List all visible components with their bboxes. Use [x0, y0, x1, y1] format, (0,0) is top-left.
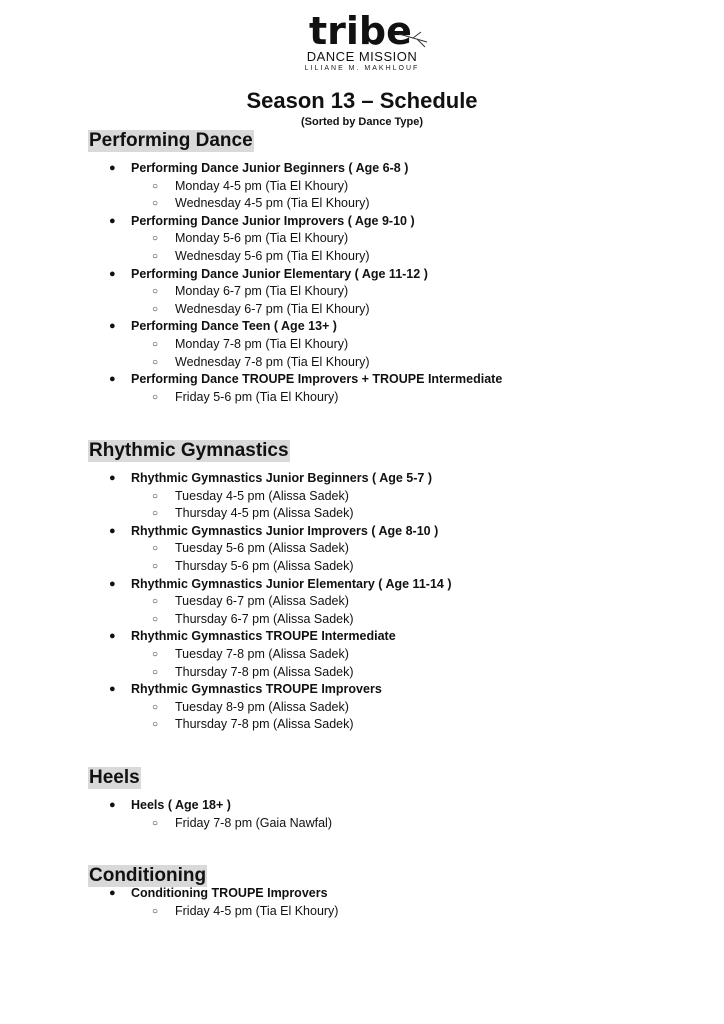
- class-name: Rhythmic Gymnastics Junior Elementary ( Age 11-14 ): [131, 576, 452, 591]
- circle-icon: ○: [152, 701, 159, 713]
- time-text: Friday 5-6 pm (Tia El Khoury): [175, 389, 339, 404]
- bullet-icon: ●: [109, 472, 116, 484]
- time-text: Monday 7-8 pm (Tia El Khoury): [175, 336, 349, 351]
- time-item: [88, 178, 688, 196]
- class-name: Performing Dance Junior Beginners ( Age 6-8 ): [131, 161, 409, 175]
- time-text: Monday 4-5 pm (Tia El Khoury): [175, 178, 349, 193]
- class-item: [88, 266, 688, 319]
- time-item: [88, 815, 688, 833]
- section-heading: Performing Dance: [89, 130, 253, 151]
- time-text: Tuesday 5-6 pm (Alissa Sadek): [175, 541, 349, 556]
- circle-icon: ○: [152, 817, 159, 829]
- time-text: Thursday 6-7 pm (Alissa Sadek): [175, 611, 354, 626]
- class-item: [88, 318, 688, 371]
- class-item: [88, 576, 688, 629]
- circle-icon: ○: [152, 613, 159, 625]
- section-heels: [88, 767, 688, 832]
- time-text: Thursday 4-5 pm (Alissa Sadek): [175, 506, 354, 521]
- time-item: [88, 699, 688, 717]
- section-performing-dance: [88, 130, 688, 406]
- class-item: [88, 523, 688, 576]
- brand-logo: [0, 12, 724, 74]
- time-item: [88, 336, 688, 354]
- circle-icon: ○: [152, 391, 159, 403]
- class-item: [88, 885, 688, 920]
- time-item: [88, 354, 688, 372]
- time-text: Wednesday 7-8 pm (Tia El Khoury): [175, 354, 370, 369]
- class-item: [88, 371, 688, 406]
- logo-line1: DANCE MISSION: [306, 49, 418, 64]
- logo-wordmark: tribe: [309, 12, 412, 52]
- section-heading: Conditioning: [89, 865, 207, 886]
- class-name: Rhythmic Gymnastics Junior Improvers ( Age 8-10 ): [131, 523, 439, 538]
- circle-icon: ○: [152, 180, 159, 192]
- bullet-icon: ●: [109, 373, 116, 386]
- page-subtitle: (Sorted by Dance Type): [300, 116, 424, 128]
- bullet-icon: ●: [109, 683, 116, 696]
- class-item: [88, 628, 688, 681]
- time-item: [88, 283, 688, 301]
- time-item: [88, 716, 688, 734]
- circle-icon: ○: [152, 233, 159, 245]
- bullet-icon: ●: [109, 630, 116, 643]
- circle-icon: ○: [152, 905, 159, 917]
- bullet-icon: ●: [109, 320, 116, 333]
- time-text: Wednesday 6-7 pm (Tia El Khoury): [175, 301, 370, 316]
- class-item: [88, 213, 688, 266]
- time-text: Tuesday 7-8 pm (Alissa Sadek): [175, 646, 349, 661]
- section-heading: Rhythmic Gymnastics: [89, 440, 289, 461]
- time-text: Wednesday 4-5 pm (Tia El Khoury): [175, 196, 370, 211]
- time-text: Monday 5-6 pm (Tia El Khoury): [175, 231, 349, 246]
- bullet-icon: ●: [109, 887, 116, 899]
- class-name: Rhythmic Gymnastics TROUPE Intermediate: [131, 629, 396, 644]
- class-name: Conditioning TROUPE Improvers: [131, 886, 328, 900]
- circle-icon: ○: [152, 250, 159, 262]
- time-item: [88, 664, 688, 682]
- time-item: [88, 593, 688, 611]
- logo-line2: LILIANE M. MAKHLOUF: [304, 65, 420, 72]
- time-item: [88, 540, 688, 558]
- bullet-icon: ●: [109, 577, 116, 590]
- class-item: [88, 470, 688, 523]
- time-item: [88, 488, 688, 506]
- time-item: [88, 505, 688, 523]
- class-name: Rhythmic Gymnastics Junior Beginners ( Age 5-7 ): [131, 471, 432, 485]
- bullet-icon: ●: [109, 524, 116, 537]
- time-item: [88, 903, 688, 921]
- circle-icon: ○: [152, 490, 159, 502]
- time-text: Thursday 7-8 pm (Alissa Sadek): [175, 664, 354, 679]
- circle-icon: ○: [152, 596, 159, 608]
- bullet-icon: ●: [109, 162, 116, 174]
- section-rhythmic-gymnastics: [88, 440, 688, 734]
- class-name: Performing Dance Junior Elementary ( Age 11-12 ): [131, 266, 428, 281]
- circle-icon: ○: [152, 198, 159, 210]
- time-item: [88, 611, 688, 629]
- time-text: Tuesday 6-7 pm (Alissa Sadek): [175, 594, 349, 609]
- class-item: [88, 681, 688, 734]
- time-item: [88, 195, 688, 213]
- time-text: Tuesday 4-5 pm (Alissa Sadek): [175, 488, 349, 503]
- time-item: [88, 230, 688, 248]
- time-text: Thursday 7-8 pm (Alissa Sadek): [175, 717, 354, 732]
- class-item: [88, 797, 688, 832]
- page-title: Season 13 – Schedule: [246, 88, 478, 113]
- time-item: [88, 248, 688, 266]
- time-text: Friday 7-8 pm (Gaia Nawfal): [175, 815, 332, 830]
- circle-icon: ○: [152, 286, 159, 298]
- class-item: [88, 160, 688, 213]
- class-name: Performing Dance TROUPE Improvers + TROUPE Intermediate: [131, 372, 503, 387]
- class-name: Performing Dance Junior Improvers ( Age 9-10 ): [131, 213, 415, 228]
- section-heading: Heels: [89, 767, 140, 788]
- class-name: Rhythmic Gymnastics TROUPE Improvers: [131, 682, 382, 697]
- class-name: Heels ( Age 18+ ): [131, 798, 231, 812]
- circle-icon: ○: [152, 666, 159, 678]
- circle-icon: ○: [152, 508, 159, 520]
- time-text: Wednesday 5-6 pm (Tia El Khoury): [175, 248, 370, 263]
- time-text: Tuesday 8-9 pm (Alissa Sadek): [175, 699, 349, 714]
- bullet-icon: ●: [109, 267, 116, 280]
- circle-icon: ○: [152, 303, 159, 315]
- circle-icon: ○: [152, 560, 159, 572]
- circle-icon: ○: [152, 719, 159, 731]
- circle-icon: ○: [152, 338, 159, 350]
- time-item: [88, 558, 688, 576]
- section-conditioning: [88, 865, 688, 920]
- circle-icon: ○: [152, 356, 159, 368]
- tribe-wordmark-logo: [287, 12, 437, 52]
- time-item: [88, 389, 688, 407]
- bullet-icon: ●: [109, 214, 116, 227]
- time-item: [88, 301, 688, 319]
- circle-icon: ○: [152, 648, 159, 660]
- time-text: Friday 4-5 pm (Tia El Khoury): [175, 903, 339, 918]
- class-name: Performing Dance Teen ( Age 13+ ): [131, 319, 337, 334]
- circle-icon: ○: [152, 543, 159, 555]
- time-item: [88, 646, 688, 664]
- time-text: Monday 6-7 pm (Tia El Khoury): [175, 284, 349, 299]
- bullet-icon: ●: [109, 799, 116, 811]
- time-text: Thursday 5-6 pm (Alissa Sadek): [175, 558, 354, 573]
